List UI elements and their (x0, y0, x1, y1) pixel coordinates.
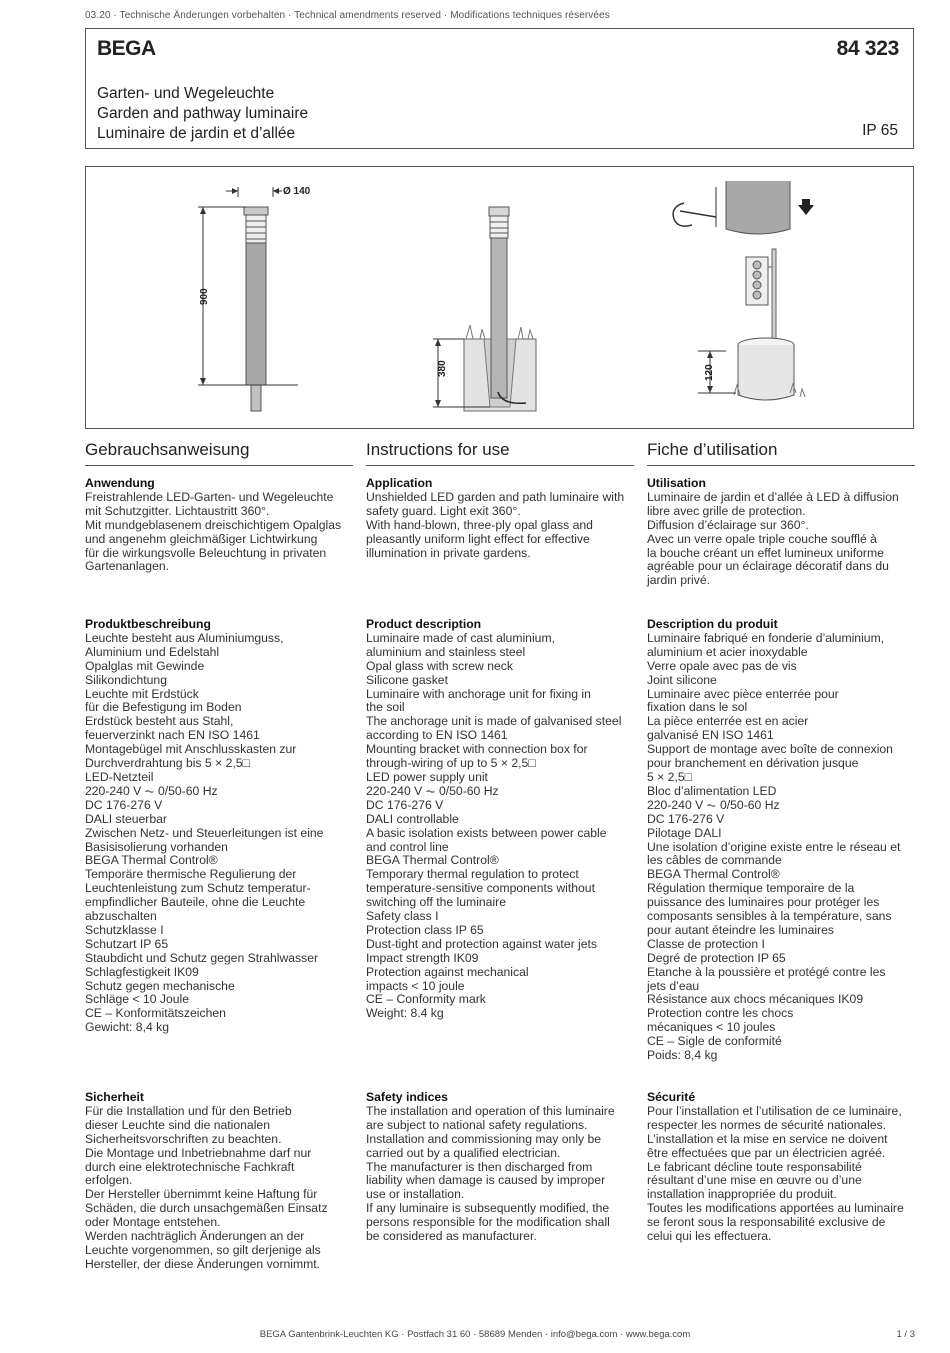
ground-installation-drawing (433, 207, 536, 411)
text-line: are subject to national safety regulations. (366, 1117, 588, 1132)
text-line: celui qui les effectuera. (647, 1229, 772, 1244)
column-en (366, 440, 634, 480)
text-line: DALI controllable (366, 811, 459, 826)
section-title: Product description (366, 617, 482, 631)
section-title: Utilisation (647, 476, 706, 490)
text-line: impacts < 10 joule (366, 978, 465, 993)
text-line: feuerverzinkt nach EN ISO 1461 (85, 728, 260, 743)
text-line: Schutzklasse I (85, 922, 164, 937)
text-line: Leuchte mit Erdstück (85, 686, 199, 701)
text-line: Luminaire de jardin et d’allée à LED à diffusion (647, 489, 899, 504)
section-title: Sicherheit (85, 1090, 144, 1104)
text-line: für die wirkungsvolle Beleuchtung in privaten (85, 545, 327, 560)
text-line: 220-240 V ⏦ 0/50-60 Hz (366, 783, 499, 798)
text-line: Safety class I (366, 909, 439, 924)
text-line: carried out by a qualified electrician. (366, 1145, 561, 1160)
section-title: Produktbeschreibung (85, 617, 211, 631)
text-line: Luminaire avec pièce enterrée pour (647, 686, 839, 701)
text-line: Erdstück besteht aus Stahl, (85, 714, 234, 729)
text-line: Mit mundgeblasenem dreischichtigem Opalglas (85, 517, 342, 532)
text-line: A basic isolation exists between power cable (366, 825, 607, 840)
text-line: DC 176-276 V (85, 797, 163, 812)
text-line: 220-240 V ⏦ 0/50-60 Hz (647, 797, 780, 812)
text-line: libre avec grille de protection. (647, 503, 806, 518)
text-line: L’installation et la mise en service ne doivent (647, 1131, 888, 1146)
document-header (85, 28, 914, 149)
text-line: aluminium and stainless steel (366, 644, 526, 659)
revision-note: 03.20 · Technische Änderungen vorbehalten · Technical amendments reserved · Modifications techniques réservées (85, 10, 610, 21)
text-line: Luminaire made of cast aluminium, (366, 630, 555, 645)
mounting-steps-drawing (673, 181, 814, 400)
ground-dimension: 120 (704, 364, 715, 381)
footer-address: BEGA Gantenbrink-Leuchten KG · Postfach 31 60 · 58689 Menden · info@bega.com · www.bega.com (259, 1329, 691, 1340)
text-line: Opal glass with screw neck (366, 658, 513, 673)
text-line: Staubdicht und Schutz gegen Strahlwasser (85, 950, 319, 965)
text-line: pour branchement en dérivation jusque (647, 756, 859, 771)
section-title: Application (366, 476, 433, 490)
column-de (85, 440, 353, 480)
text-line: through-wiring of up to 5 × 2,5□ (366, 756, 536, 771)
text-line: Installation and commissioning may only be (366, 1131, 602, 1146)
product-titles (97, 84, 308, 144)
text-line: BEGA Thermal Control® (85, 853, 218, 868)
text-line: Dust-tight and protection against water jets (366, 936, 598, 951)
text-line: Bloc d’alimentation LED (647, 783, 777, 798)
ip-rating: IP 65 (862, 122, 898, 139)
text-line: use or installation. (366, 1187, 465, 1202)
text-line: la bouche créant un effet lumineux uniforme (647, 545, 884, 560)
text-line: composants sensibles à la température, sans (647, 909, 892, 924)
text-line: Die Montage und Inbetriebnahme darf nur (85, 1145, 312, 1160)
text-line: Basisisolierung vorhanden (85, 839, 228, 854)
text-line: für die Befestigung im Boden (85, 700, 242, 715)
section-title: Sécurité (647, 1090, 696, 1104)
text-line: Leuchte besteht aus Aluminiumguss, (85, 630, 284, 645)
text-line: installation inappropriée du produit. (647, 1187, 837, 1202)
section-title: Description du produit (647, 617, 778, 631)
text-line: les câbles de commande (647, 853, 782, 868)
text-line: La pièce enterrée est en acier (647, 714, 809, 729)
text-line: pour autant éteindre les luminaires (647, 922, 834, 937)
section-product-de (85, 618, 353, 1035)
text-line: jardin privé. (647, 573, 710, 588)
section-application-fr (647, 477, 915, 588)
text-line: The anchorage unit is made of galvanised steel (366, 714, 622, 729)
text-line: und angenehm gleichmäßiger Lichtwirkung (85, 531, 318, 546)
text-line: Temporary thermal regulation to protect (366, 867, 579, 882)
text-line: Opalglas mit Gewinde (85, 658, 205, 673)
text-line: galvanisé EN ISO 1461 (647, 728, 774, 743)
text-line: liability when damage is caused by improper (366, 1173, 606, 1188)
text-line: oder Montage entstehen. (85, 1215, 221, 1230)
text-line: 5 × 2,5□ (647, 769, 692, 784)
text-line: Degré de protection IP 65 (647, 950, 786, 965)
text-line: jets d’eau (647, 978, 700, 993)
text-line: Impact strength IK09 (366, 950, 479, 965)
text-line: erfolgen. (85, 1173, 133, 1188)
text-line: dieser Leuchte sind die nationalen (85, 1117, 270, 1132)
text-line: switching off the luminaire (366, 895, 507, 910)
section-product-fr (647, 618, 915, 1063)
text-line: mit Schutzgitter. Lichtaustritt 360°. (85, 503, 270, 518)
text-line: Schläge < 10 Joule (85, 992, 190, 1007)
text-line: Weight: 8.4 kg (366, 1006, 444, 1021)
text-line: Diffusion d’éclairage sur 360°. (647, 517, 809, 532)
text-line: Aluminium und Edelstahl (85, 644, 220, 659)
text-line: Schlagfestigkeit IK09 (85, 964, 199, 979)
text-line: Der Hersteller übernimmt keine Haftung für (85, 1187, 318, 1202)
text-line: CE – Sigle de conformité (647, 1034, 782, 1049)
text-line: résultant d’une mise en œuvre ou d’une (647, 1173, 862, 1188)
text-line: Le fabricant décline toute responsabilité (647, 1159, 862, 1174)
depth-dimension: 380 (437, 360, 448, 377)
text-line: Für die Installation und für den Betrieb (85, 1103, 292, 1118)
text-line: se feront sous la responsabilité exclusive de (647, 1215, 886, 1230)
text-line: mécaniques < 10 joules (647, 1020, 776, 1035)
text-line: respecter les normes de sécurité nationales. (647, 1117, 887, 1132)
text-line: CE – Konformitätszeichen (85, 1006, 226, 1021)
text-line: Support de montage avec boîte de connexion (647, 742, 893, 757)
text-line: DC 176-276 V (647, 811, 725, 826)
text-line: The installation and operation of this luminaire (366, 1103, 615, 1118)
text-line: Luminaire with anchorage unit for fixing in (366, 686, 591, 701)
column-fr (647, 440, 915, 480)
text-line: abzuschalten (85, 909, 157, 924)
text-line: Poids: 8,4 kg (647, 1048, 718, 1063)
title-de: Garten- und Wegeleuchte (97, 85, 275, 102)
text-line: empfindlicher Bauteile, ohne die Leuchte (85, 895, 306, 910)
text-line: CE – Conformity mark (366, 992, 486, 1007)
text-line: DALI steuerbar (85, 811, 167, 826)
technical-drawing (86, 167, 915, 430)
text-line: Pour l’installation et l’utilisation de ce luminaire, (647, 1103, 902, 1118)
text-line: Unshielded LED garden and path luminaire with (366, 489, 625, 504)
title-fr: Luminaire de jardin et d’allée (97, 125, 296, 142)
section-title: Anwendung (85, 476, 155, 490)
text-line: Leuchtenleistung zum Schutz temperatur- (85, 881, 311, 896)
text-line: With hand-blown, three-ply opal glass and (366, 517, 593, 532)
text-line: Gewicht: 8,4 kg (85, 1020, 169, 1035)
article-number: 84 323 (836, 37, 899, 60)
text-line: be considered as manufacturer. (366, 1229, 537, 1244)
section-safety-fr (647, 1091, 915, 1244)
text-line: Montagebügel mit Anschlusskasten zur (85, 742, 297, 757)
text-line: Schäden, die durch unsachgemäßen Einsatz (85, 1201, 328, 1216)
column-heading: Gebrauchsanweisung (85, 440, 353, 466)
text-line: Résistance aux chocs mécaniques IK09 (647, 992, 864, 1007)
text-line: according to EN ISO 1461 (366, 728, 508, 743)
text-line: Protection against mechanical (366, 964, 529, 979)
text-line: être effectuées que par un électricien agréé. (647, 1145, 886, 1160)
text-line: persons responsible for the modification shall (366, 1215, 610, 1230)
text-line: and control line (366, 839, 449, 854)
text-line: Pilotage DALI (647, 825, 722, 840)
text-line: DC 176-276 V (366, 797, 444, 812)
text-line: Gartenanlagen. (85, 559, 170, 574)
text-line: temperature-sensitive components without (366, 881, 595, 896)
text-line: fixation dans le sol (647, 700, 748, 715)
text-line: Silikondichtung (85, 672, 167, 687)
text-line: LED-Netzteil (85, 769, 154, 784)
page-number: 1 / 3 (896, 1329, 915, 1340)
section-safety-en (366, 1091, 634, 1244)
brand-name: BEGA (97, 37, 156, 60)
text-line: Luminaire fabriqué en fonderie d’aluminium, (647, 630, 885, 645)
height-dimension: 900 (199, 288, 210, 305)
text-line: Toutes les modifications apportées au luminaire (647, 1201, 904, 1216)
title-en: Garden and pathway luminaire (97, 105, 309, 122)
text-line: Joint silicone (647, 672, 717, 687)
text-line: the soil (366, 700, 405, 715)
text-line: pleasantly uniform light effect for effective (366, 531, 590, 546)
text-line: Temporäre thermische Regulierung der (85, 867, 297, 882)
text-line: Silicone gasket (366, 672, 448, 687)
text-line: illumination in private gardens. (366, 545, 531, 560)
text-line: Etanche à la poussière et protégé contre les (647, 964, 886, 979)
diameter-dimension: Ø 140 (283, 186, 311, 197)
text-line: If any luminaire is subsequently modified, the (366, 1201, 610, 1216)
text-line: Durchverdrahtung bis 5 × 2,5□ (85, 756, 250, 771)
text-line: aluminium et acier inoxydable (647, 644, 808, 659)
text-line: Verre opale avec pas de vis (647, 658, 797, 673)
text-line: The manufacturer is then discharged from (366, 1159, 593, 1174)
text-line: Zwischen Netz- und Steuerleitungen ist eine (85, 825, 324, 840)
text-line: Mounting bracket with connection box for (366, 742, 588, 757)
text-line: Régulation thermique temporaire de la (647, 881, 855, 896)
text-line: safety guard. Light exit 360°. (366, 503, 521, 518)
text-line: Sicherheitsvorschriften zu beachten. (85, 1131, 282, 1146)
text-line: Avec un verre opale triple couche soufflé à (647, 531, 877, 546)
text-line: LED power supply unit (366, 769, 488, 784)
text-line: Schutz gegen mechanische (85, 978, 235, 993)
text-line: Hersteller, der diese Änderungen vornimmt. (85, 1256, 321, 1271)
text-line: 220-240 V ⏦ 0/50-60 Hz (85, 783, 218, 798)
text-line: Une isolation d’origine existe entre le réseau et (647, 839, 901, 854)
text-line: BEGA Thermal Control® (647, 867, 780, 882)
text-line: Schutzart IP 65 (85, 936, 169, 951)
section-application-en (366, 477, 634, 560)
text-line: puissance des luminaires pour protéger les (647, 895, 880, 910)
text-line: BEGA Thermal Control® (366, 853, 499, 868)
text-line: durch eine elektrotechnische Fachkraft (85, 1159, 295, 1174)
text-line: agréable pour un éclairage décoratif dans du (647, 559, 889, 574)
text-line: Classe de protection I (647, 936, 765, 951)
text-line: Protection class IP 65 (366, 922, 484, 937)
column-heading: Instructions for use (366, 440, 634, 466)
text-line: Freistrahlende LED-Garten- und Wegeleuchte (85, 489, 334, 504)
product-drawings (85, 166, 914, 429)
section-product-en (366, 618, 634, 1021)
luminaire-elevation-drawing (198, 186, 311, 411)
text-line: Werden nachträglich Änderungen an der (85, 1229, 305, 1244)
section-title: Safety indices (366, 1090, 448, 1104)
column-heading: Fiche d’utilisation (647, 440, 915, 466)
section-safety-de (85, 1091, 353, 1272)
text-line: Protection contre les chocs (647, 1006, 794, 1021)
section-application-de (85, 477, 353, 574)
text-line: Leuchte vorgenommen, so gilt derjenige als (85, 1242, 321, 1257)
